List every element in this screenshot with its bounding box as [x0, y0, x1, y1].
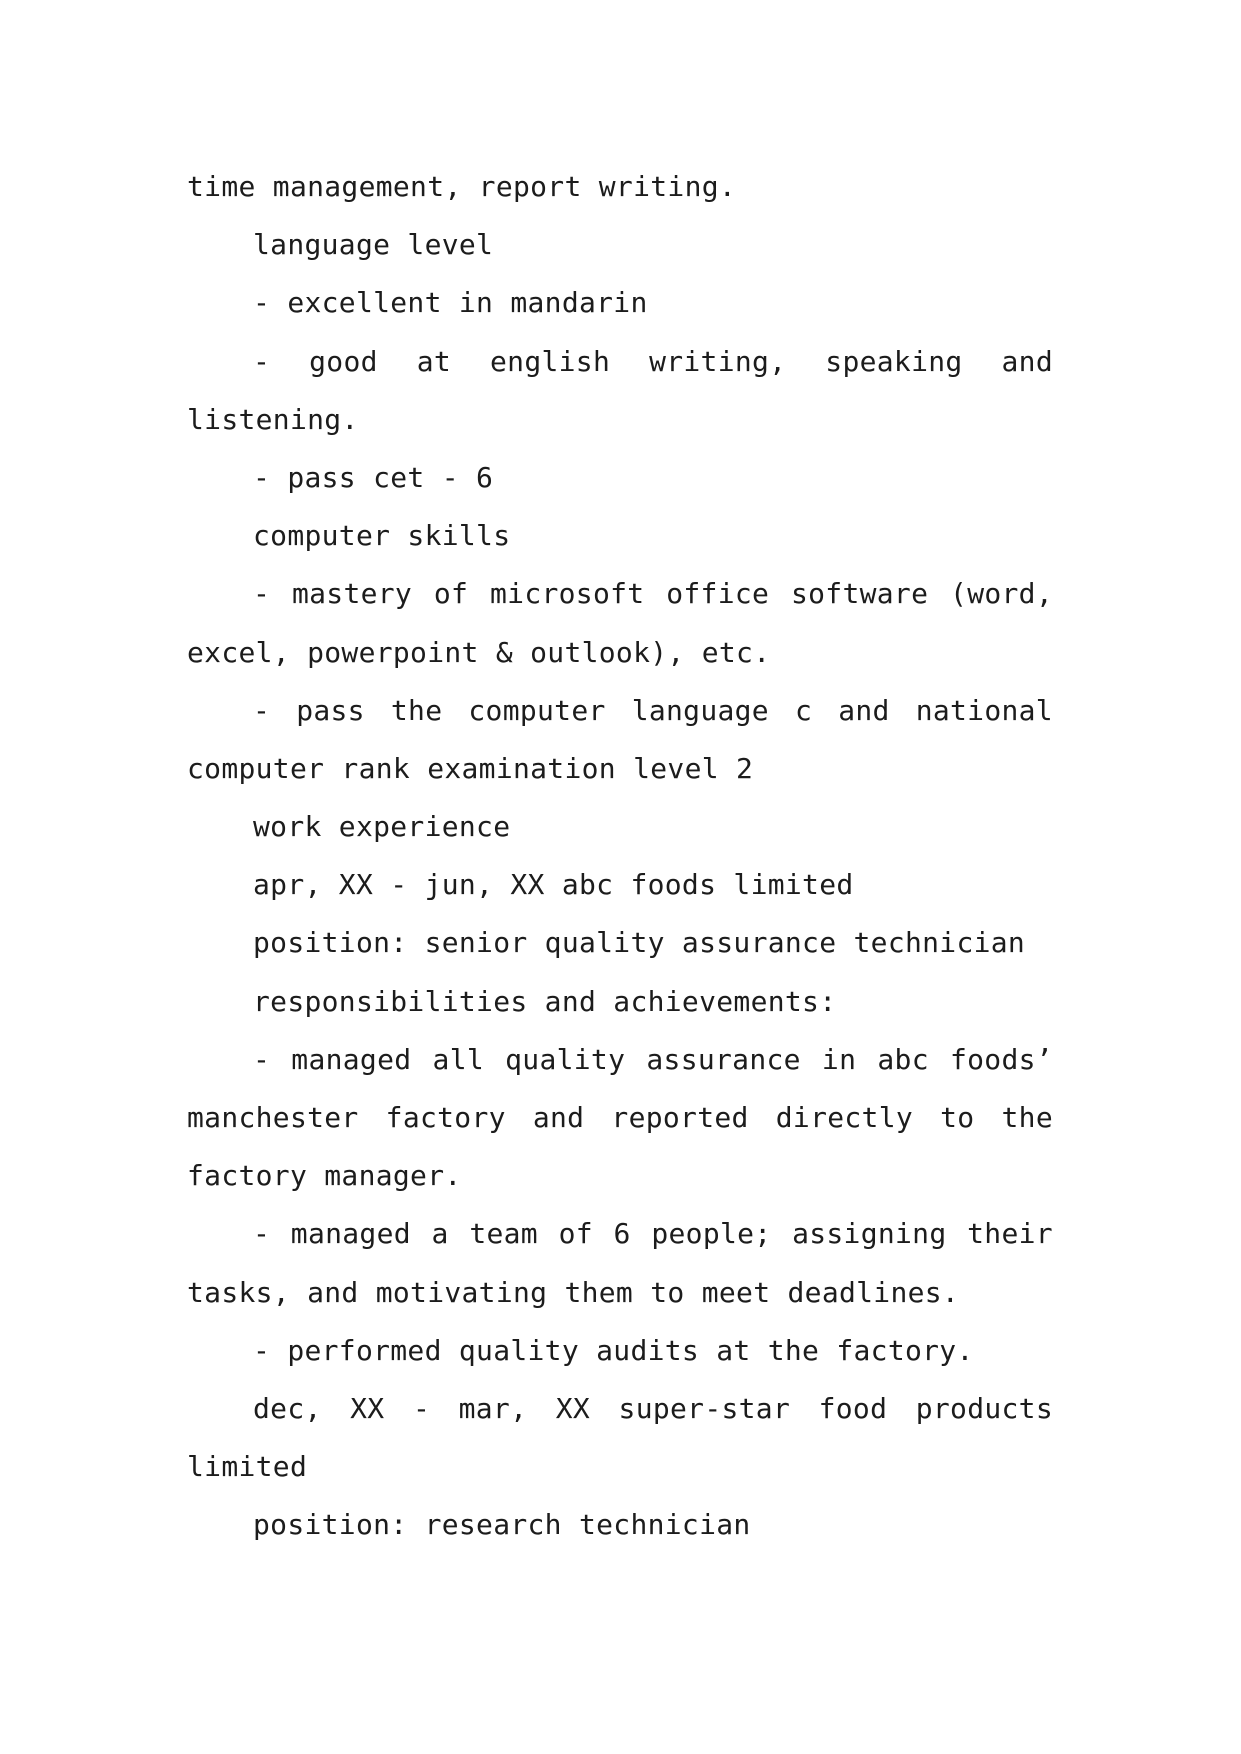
word: foods’ [949, 1042, 1053, 1076]
justified-line [187, 682, 1053, 740]
word: - [253, 693, 271, 727]
section-heading: work experience [253, 810, 511, 844]
word: english [490, 344, 611, 378]
paragraph-line: position: senior quality assurance technician [253, 926, 1026, 960]
word: managed [290, 1217, 411, 1251]
word: - [253, 1042, 271, 1076]
word: mar, [458, 1391, 528, 1425]
paragraph-line: limited [187, 1450, 308, 1484]
paragraph-line: excel, powerpoint & outlook), etc. [187, 635, 771, 669]
paragraph-line: responsibilities and achievements: [253, 984, 837, 1018]
word: all [432, 1042, 485, 1076]
word: assigning [792, 1217, 947, 1251]
word: their [967, 1217, 1053, 1251]
word: national [915, 693, 1053, 727]
word: of [558, 1217, 593, 1251]
word: and [838, 693, 890, 727]
word: dec, [253, 1391, 322, 1425]
word: abc [877, 1042, 929, 1076]
justified-line [187, 565, 1053, 623]
word: - [253, 577, 271, 611]
paragraph-line: listening. [187, 402, 359, 436]
word: of [433, 577, 469, 611]
word: team [469, 1217, 538, 1251]
word: manchester [187, 1101, 359, 1134]
word: a [431, 1217, 449, 1251]
word: c [794, 693, 813, 727]
word: microsoft [490, 577, 645, 611]
word: and [1001, 344, 1053, 378]
justified-line [187, 1205, 1053, 1263]
section-heading: computer skills [253, 519, 511, 553]
word: speaking [825, 344, 963, 378]
paragraph-line: computer rank examination level 2 [187, 751, 754, 785]
word: good [309, 344, 378, 378]
word: language [631, 693, 769, 727]
word: - [412, 1391, 431, 1425]
word: at [416, 344, 452, 378]
justified-line [187, 1380, 1053, 1438]
paragraph-line: position: research technician [253, 1508, 751, 1542]
word: assurance [646, 1042, 801, 1076]
word: XX [555, 1391, 591, 1425]
justified-line [187, 1089, 1053, 1147]
word: to [940, 1101, 975, 1134]
word: factory [385, 1101, 506, 1134]
justified-line [187, 1031, 1053, 1089]
word: - [253, 344, 271, 378]
word: and [532, 1101, 585, 1134]
word: people; [651, 1217, 772, 1251]
word: mastery [291, 577, 413, 611]
paragraph-line: tasks, and motivating them to meet deadlines. [187, 1275, 960, 1309]
paragraph-line: - performed quality audits at the factory. [253, 1333, 974, 1367]
word: computer [468, 693, 606, 727]
word: pass [296, 693, 365, 727]
paragraph-line: apr, XX - jun, XX abc foods limited [253, 868, 854, 902]
document-body [187, 158, 1053, 1555]
word: 6 [613, 1217, 631, 1251]
word: writing, [649, 344, 787, 378]
word: super-star [618, 1391, 791, 1425]
word: (word, [950, 577, 1053, 611]
word: in [821, 1042, 857, 1076]
word: products [915, 1391, 1053, 1425]
word: software [790, 577, 929, 611]
word: managed [291, 1042, 412, 1076]
section-heading: language level [253, 228, 494, 262]
paragraph-line: - pass cet - 6 [253, 460, 494, 494]
word: food [818, 1391, 888, 1425]
paragraph-line: - excellent in mandarin [253, 286, 648, 320]
word: XX [350, 1391, 385, 1425]
word: directly [775, 1101, 914, 1134]
word: - [253, 1217, 271, 1251]
paragraph-line: factory manager. [187, 1159, 462, 1193]
justified-line [187, 333, 1053, 391]
word: reported [611, 1101, 749, 1134]
word: quality [505, 1042, 626, 1076]
word: office [666, 577, 770, 611]
paragraph-line: time management, report writing. [187, 170, 737, 203]
word: the [1001, 1101, 1053, 1134]
word: the [390, 693, 443, 727]
